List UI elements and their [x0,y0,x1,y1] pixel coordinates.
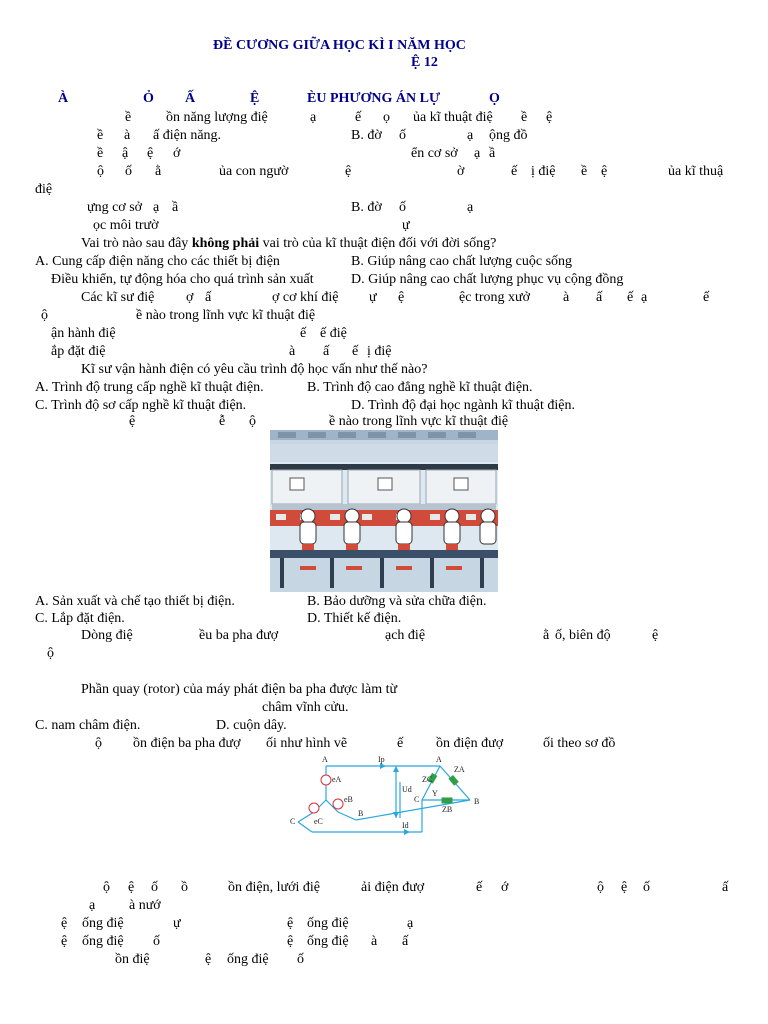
question-1-option-fragment: ớ [173,146,181,161]
question-4-option-fragment: ị điệ [367,344,392,359]
question-10-fragment: ộ [597,880,604,895]
section-heading-part: ÈU PHƯƠNG ÁN LỰ [307,91,441,106]
question-1-fragment: ề [521,110,528,125]
question-10-option-fragment: ố [297,952,304,967]
question-1-option-fragment: ố [399,128,406,143]
question-9-fragment: ồn điện ba pha đượ [133,736,241,751]
question-1-option-fragment: ộng đồ [489,128,528,143]
section-heading-part: Ệ [250,91,260,106]
section-heading-part: Ỏ [143,91,154,106]
question-5-stem: Kĩ sư vận hành điện có yêu cầu trình độ học vấn như thế nào? [81,362,428,377]
section-heading-part: Ọ [489,91,500,106]
question-6-fragment: ễ [219,414,226,429]
question-3-option-b: B. Giúp nâng cao chất lượng cuộc sống [351,254,573,269]
question-4-option-fragment: ấ [323,344,330,359]
question-2-fragment: ệ [601,164,608,179]
question-10-fragment: ồ [181,880,188,895]
question-4-fragment: ệ [398,290,405,305]
question-7-fragment: ều ba pha đượ [199,628,279,643]
question-10-option-fragment: ệ [287,934,294,949]
question-1-fragment: ệ [546,110,553,125]
question-1-fragment: ồn năng lượng điệ [166,110,268,125]
diagram-label-zb: ZA [454,765,465,774]
question-3-option-a: A. Cung cấp điện năng cho các thiết bị điện [35,254,280,269]
question-1-option-fragment: à [124,128,131,143]
diagram-label-y: Y [432,789,438,798]
question-3-option-d: D. Giúp nâng cao chất lượng phục vụ cộng đồng [351,272,624,287]
question-2-option-fragment: ọc môi trườ [93,218,159,233]
question-5-option-c: C. Trình độ sơ cấp nghề kĩ thuật điện. [35,398,247,413]
question-2-option-fragment: ựng cơ sở [87,200,143,215]
question-7-fragment: ố, biên độ [555,628,611,643]
question-4-fragment: ế [627,290,634,305]
question-10-fragment: ộ [103,880,110,895]
question-10-fragment: ệ [621,880,628,895]
question-3-stem-emphasis: không phải [191,236,260,251]
question-10-option-fragment: ống điệ [307,934,349,949]
question-4-fragment: ạ [641,290,648,305]
question-2-fragment: ế [511,164,518,179]
question-1-option-fragment: ề [97,128,104,143]
question-4-option-fragment: ắp đặt điệ [51,344,106,359]
diagram-label-load-b: B [474,797,480,806]
question-2-fragment: ị điệ [531,164,556,179]
question-7-fragment: ạch điệ [385,628,426,643]
diagram-label-eb: eB [344,795,353,804]
question-2-fragment: ố [125,164,132,179]
question-10-fragment: ải điện đượ [361,880,425,895]
question-2-fragment: ủa kĩ thuậ [668,164,724,179]
question-1-fragment: ế [355,110,362,125]
question-10-option-fragment: ấ [402,934,409,949]
question-6-fragment: ề nào trong lĩnh vực kĩ thuật điệ [329,414,509,429]
question-6-option-c: C. Lắp đặt điện. [35,611,125,626]
question-9-fragment: ồn điện đượ [436,736,504,751]
question-4-fragment: ự [369,290,377,305]
question-6-fragment: ệ [129,414,136,429]
question-4-option-fragment: ế điệ [320,326,347,341]
question-1-option-fragment: ậ [122,146,129,161]
question-4-fragment: ợ cơ khí điệ [272,290,339,305]
question-1-option-fragment: ển cơ sở [411,146,458,161]
question-2-fragment: ằ [155,164,162,179]
question-2-option-fragment: ầ [172,200,179,215]
diagram-label-node-a: A [322,755,328,764]
diagram-label-ec: eC [314,817,323,826]
question-8-option-c: C. nam châm điện. [35,718,141,733]
diagram-label-zc: ZB [442,805,453,814]
question-8-option-d: D. cuộn dây. [216,718,287,733]
question-2-option-fragment: ạ [153,200,160,215]
question-10-option-fragment: ệ [61,916,68,931]
question-4-fragment: ệc trong xưở [459,290,530,305]
question-7-fragment: ộ [47,646,54,661]
question-10-option-fragment: ệ [61,934,68,949]
diagram-label-id: Id [402,821,409,830]
question-10-option-fragment: ống điệ [82,934,124,949]
question-10-fragment: ệ [128,880,135,895]
section-heading-part: À [58,91,69,106]
question-9-fragment: ộ [95,736,102,751]
question-6-option-b: B. Bảo dưỡng và sửa chữa điện. [307,594,487,609]
question-10-option-fragment: ệ [287,916,294,931]
question-4-fragment: ấ [596,290,603,305]
question-1-option-fragment: B. đờ [351,128,382,143]
diagram-label-za: ZC [422,775,433,784]
question-1-fragment: ọ [383,110,390,125]
question-4-option-fragment: ế [352,344,359,359]
question-4-option-fragment: ận hành điệ [51,326,116,341]
diagram-label-ip: Ip [378,755,385,764]
question-4-fragment: ế [703,290,710,305]
question-9-fragment: ế [397,736,404,751]
question-10-fragment: ồn điện, lưới điệ [228,880,320,895]
question-10-fragment: à nướ [129,898,161,913]
question-10-option-fragment: ồn điệ [115,952,150,967]
question-1-fragment: ề [125,110,132,125]
question-10-option-fragment: ạ [407,916,414,931]
question-1-option-fragment: ầ [489,146,496,161]
question-2-fragment: ề [581,164,588,179]
question-9-fragment: ối như hình vẽ [266,736,348,751]
question-1-option-fragment: ạ [474,146,481,161]
diagram-label-load-a: A [436,755,442,764]
question-6-option-a: A. Sản xuất và chế tạo thiết bị điện. [35,594,235,609]
question-4-fragment: à [563,290,570,305]
question-10-fragment: ớ [501,880,509,895]
question-10-fragment: ố [151,880,158,895]
question-3-option-c: Điều khiển, tự động hóa cho quá trình sản xuất [51,272,314,287]
question-1-option-fragment: ạ [467,128,474,143]
question-1-option-fragment: ấ điện năng. [153,128,222,143]
question-10-fragment: ạ [89,898,96,913]
question-9-fragment: ối theo sơ đồ [543,736,616,751]
three-phase-circuit-diagram [290,752,488,842]
question-2-option-fragment: ố [399,200,406,215]
question-10-option-fragment: à [371,934,378,949]
question-2-fragment: ộ [97,164,104,179]
question-2-fragment: điệ [35,182,53,197]
question-2-option-fragment: B. đờ [351,200,382,215]
question-10-option-fragment: ệ [205,952,212,967]
diagram-label-node-b: B [358,809,364,818]
question-2-option-fragment: ự [402,218,410,233]
question-5-option-b: B. Trình độ cao đẳng nghề kĩ thuật điện. [307,380,533,395]
question-4-fragment: ấ [205,290,212,305]
question-1-option-fragment: ề [97,146,104,161]
question-10-fragment: ế [476,880,483,895]
document-title-line1: ĐỀ CƯƠNG GIỮA HỌC KÌ I NĂM HỌC [213,38,466,53]
question-4-fragment: ề nào trong lĩnh vực kĩ thuật điệ [136,308,316,323]
question-3-stem-end: vai trò của kĩ thuật điện đối với đời sống? [262,236,497,251]
question-10-fragment: ố [643,880,650,895]
question-10-option-fragment: ố [153,934,160,949]
question-1-fragment: ạ [310,110,317,125]
diagram-label-ud: Ud [402,785,412,794]
question-10-fragment: ấ [722,880,729,895]
factory-production-line-image [270,430,498,592]
question-7-fragment: Dòng điệ [81,628,133,643]
question-8-stem: Phần quay (rotor) của máy phát điện ba pha được làm từ [81,682,398,697]
question-2-fragment: ủa con ngườ [219,164,289,179]
question-10-option-fragment: ống điệ [227,952,269,967]
question-7-fragment: ằ [543,628,550,643]
question-8-option-b: châm vĩnh cửu. [262,700,349,715]
question-7-fragment: ệ [652,628,659,643]
question-1-option-fragment: ệ [147,146,154,161]
question-2-fragment: ệ [345,164,352,179]
diagram-label-node-c: C [290,817,296,826]
diagram-label-load-c: C [414,795,420,804]
question-1-fragment: ủa kĩ thuật điệ [413,110,493,125]
question-6-option-d: D. Thiết kế điện. [307,611,402,626]
section-heading-part: Ấ [185,91,196,106]
document-title-line2: Ệ 12 [411,55,438,70]
question-10-option-fragment: ự [173,916,181,931]
question-5-option-a: A. Trình độ trung cấp nghề kĩ thuật điện. [35,380,264,395]
question-10-option-fragment: ống điệ [307,916,349,931]
question-3-stem-start: Vai trò nào sau đây [81,236,189,251]
question-6-fragment: ộ [249,414,256,429]
question-3-stem [81,236,496,252]
question-4-fragment: Các kĩ sư điệ [81,290,155,305]
question-2-fragment: ờ [457,164,465,179]
diagram-label-ea: eA [332,775,342,784]
question-5-option-d: D. Trình độ đại học ngành kĩ thuật điện. [351,398,575,413]
question-4-option-fragment: à [289,344,296,359]
question-4-fragment: ợ [186,290,194,305]
question-10-option-fragment: ống điệ [82,916,124,931]
question-2-option-fragment: ạ [467,200,474,215]
question-4-fragment: ộ [41,308,48,323]
question-4-option-fragment: ế [300,326,307,341]
